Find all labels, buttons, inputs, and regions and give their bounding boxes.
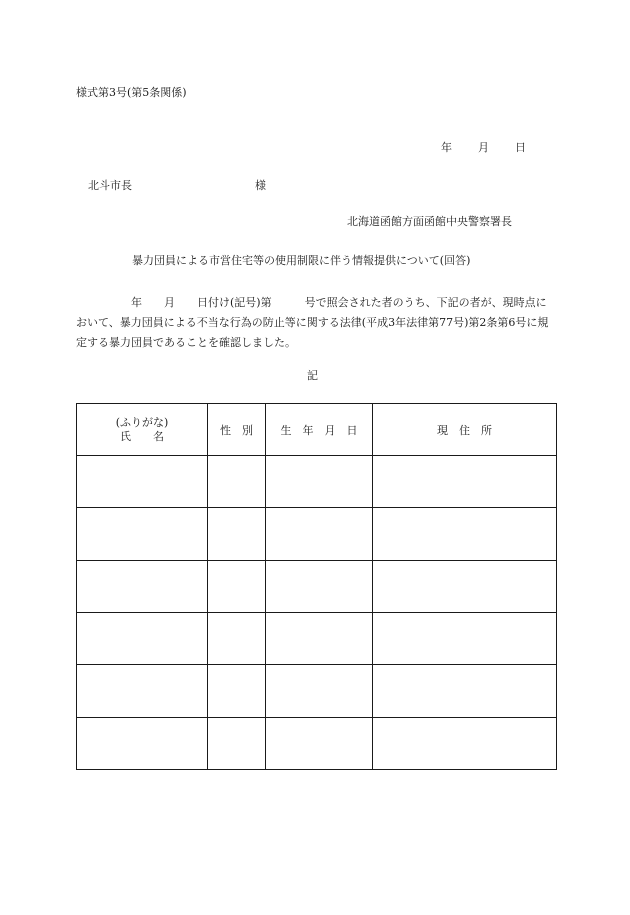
birthdate-cell (266, 612, 373, 664)
date-day-label: 日 (515, 141, 526, 154)
name-cell (77, 717, 208, 769)
gender-cell (208, 612, 266, 664)
form-number: 様式第3号(第5条関係) (76, 86, 187, 99)
name-cell (77, 612, 208, 664)
gender-cell (208, 560, 266, 612)
name-cell (77, 456, 208, 508)
gender-cell (208, 508, 266, 560)
table-row (77, 612, 557, 664)
birthdate-cell (266, 717, 373, 769)
name-cell (77, 508, 208, 560)
birthdate-cell (266, 508, 373, 560)
birthdate-cell (266, 560, 373, 612)
gender-cell (208, 665, 266, 717)
table-row (77, 508, 557, 560)
header-name: 氏 名 (120, 429, 164, 443)
sender-name: 北海道函館方面函館中央警察署長 (347, 215, 512, 228)
date-year-label: 年 (441, 141, 452, 154)
address-cell (373, 508, 557, 560)
name-cell (77, 665, 208, 717)
address-cell (373, 717, 557, 769)
name-cell (77, 560, 208, 612)
addressee-name: 北斗市長 (88, 179, 132, 192)
gender-cell (208, 717, 266, 769)
header-furigana: (ふりがな) (115, 415, 169, 429)
table-body (77, 456, 557, 770)
header-address: 現 住 所 (373, 404, 557, 456)
header-gender: 性 別 (208, 404, 266, 456)
addressee-honorific: 様 (255, 179, 266, 192)
document-subject: 暴力団員による市営住宅等の使用制限に伴う情報提供について(回答) (132, 254, 471, 267)
gender-cell (208, 456, 266, 508)
address-cell (373, 456, 557, 508)
header-name-cell (77, 404, 208, 456)
date-line (441, 142, 526, 153)
address-cell (373, 560, 557, 612)
address-cell (373, 665, 557, 717)
table-header-row (77, 404, 557, 456)
ki-heading: 記 (307, 369, 318, 382)
table-row (77, 665, 557, 717)
date-month-label: 月 (478, 141, 489, 154)
table-row (77, 456, 557, 508)
result-table (76, 403, 557, 770)
birthdate-cell (266, 665, 373, 717)
header-birthdate: 生 年 月 日 (266, 404, 373, 456)
birthdate-cell (266, 456, 373, 508)
body-text: 年 月 日付け(記号)第 号で照会された者のうち、下記の者が、現時点において、暴力団員による不当な行為の防止等に関する法律(平成3年法律第77号)第2条第6号に規定する暴力団員であることを確認しました。 (76, 296, 549, 349)
table-row (77, 560, 557, 612)
address-cell (373, 612, 557, 664)
table-row (77, 717, 557, 769)
